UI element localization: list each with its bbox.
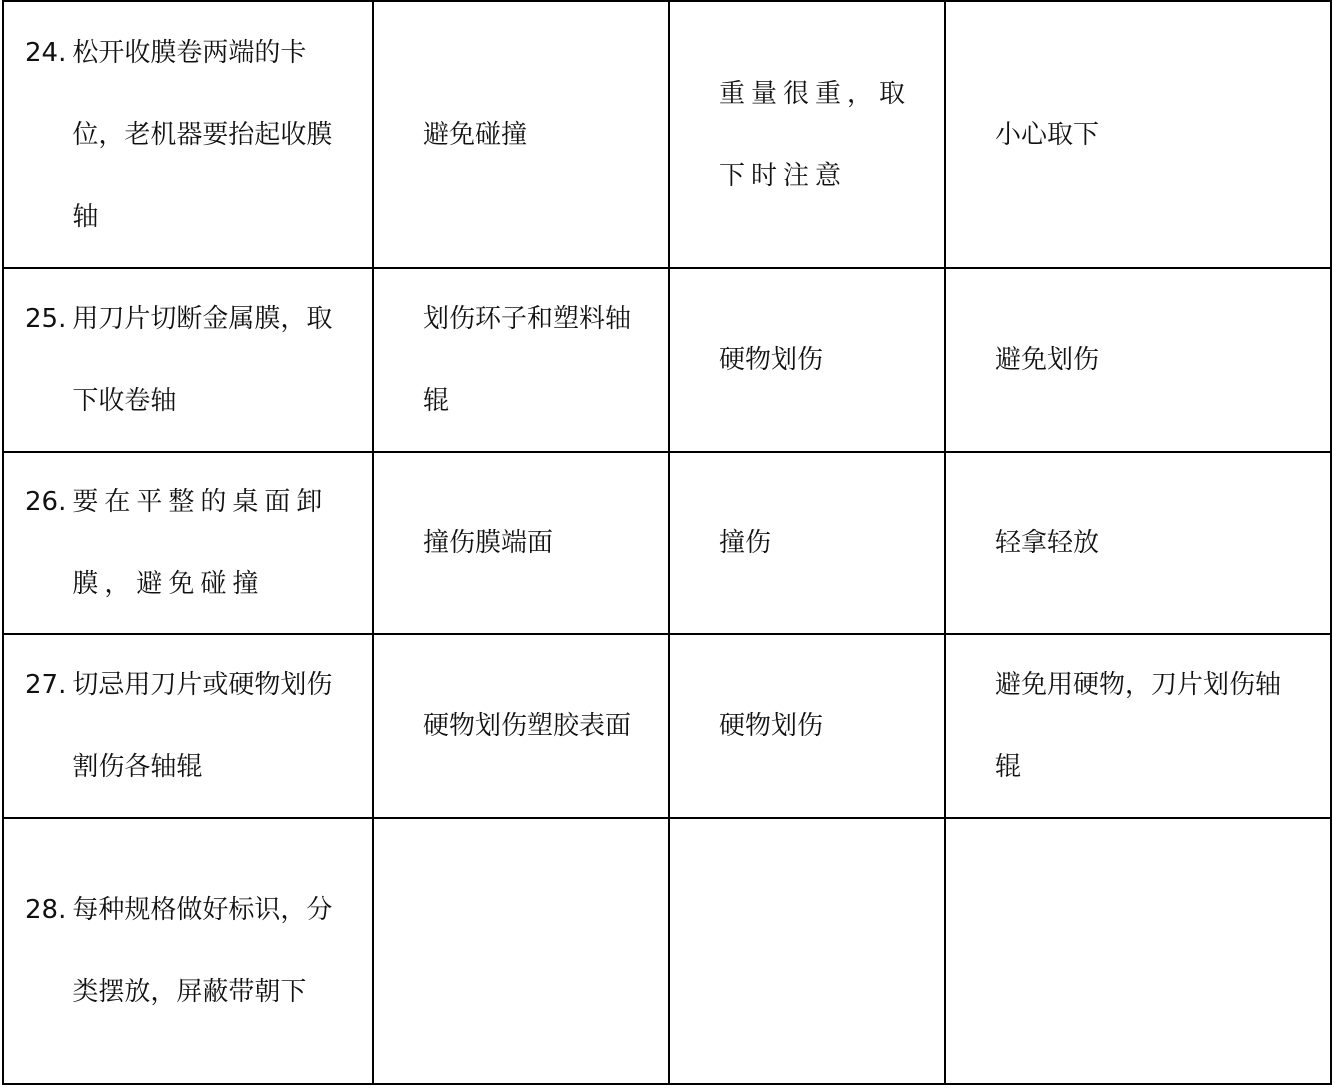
step-number: 27. [25,670,67,700]
risk-cell: 硬物划伤塑胶表面 [373,634,669,818]
step-cell [3,452,373,634]
step-text: 切忌用刀片或硬物划伤割伤各轴辊 [72,670,333,782]
step-number: 26. [25,487,67,517]
cause-cell: 硬物划伤 [669,268,945,452]
measure-cell: 轻拿轻放 [945,452,1331,634]
cause-cell: 硬物划伤 [669,634,945,818]
measure-cell: 避免用硬物，刀片划伤轴辊 [945,634,1331,818]
procedure-table-container [2,0,1330,1083]
risk-cell: 划伤环子和塑料轴辊 [373,268,669,452]
step-number: 24. [25,37,67,68]
step-text: 用刀片切断金属膜，取下收卷轴 [72,304,333,416]
step-number: 28. [25,895,67,925]
cause-cell: 重量很重，取下时注意 [669,1,945,268]
cause-cell [669,818,945,1084]
measure-cell: 小心取下 [945,1,1331,268]
step-cell [3,1,373,268]
table-row [3,1,1331,268]
measure-cell: 避免划伤 [945,268,1331,452]
measure-cell [945,818,1331,1084]
procedure-table [2,0,1332,1085]
table-row [3,452,1331,634]
risk-cell: 撞伤膜端面 [373,452,669,634]
step-text: 每种规格做好标识，分类摆放，屏蔽带朝下 [72,895,333,1007]
cause-cell: 撞伤 [669,452,945,634]
risk-cell: 避免碰撞 [373,1,669,268]
step-cell [3,818,373,1084]
step-text: 松开收膜卷两端的卡位，老机器要抬起收膜轴 [72,37,333,232]
table-row [3,268,1331,452]
step-cell [3,268,373,452]
risk-cell [373,818,669,1084]
step-cell [3,634,373,818]
step-text: 要在平整的桌面卸膜，避免碰撞 [72,487,329,599]
table-row [3,634,1331,818]
step-number: 25. [25,304,67,334]
table-row [3,818,1331,1084]
